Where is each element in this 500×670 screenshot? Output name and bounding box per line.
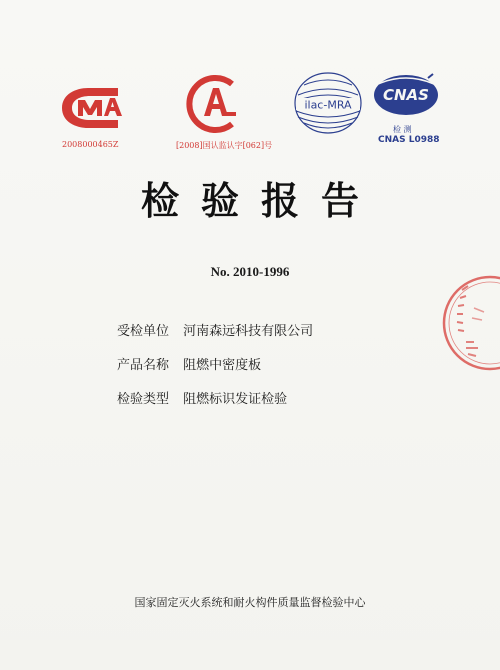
svg-text:ilac-MRA: ilac-MRA (304, 98, 352, 112)
field-value: 河南森远科技有限公司 (183, 324, 314, 339)
cal-icon (182, 72, 246, 136)
issuing-organization: 国家固定灭火系统和耐火构件质量监督检验中心 (134, 596, 366, 609)
field-label: 检验类型 (117, 392, 170, 407)
field-value: 阻燃标识发证检验 (183, 392, 288, 407)
field-label: 产品名称 (117, 358, 170, 373)
official-seal-icon (432, 268, 500, 382)
cal-code: [2008]国认监认字[062]号 (176, 141, 273, 150)
field-product-name (117, 354, 313, 388)
cma-code: 2008000465Z (62, 140, 119, 149)
cnas-sub-label: 检 测 (393, 125, 412, 134)
certification-logos (0, 0, 500, 160)
ilac-mra-icon (292, 70, 364, 136)
field-label: 受检单位 (117, 324, 170, 339)
cnas-icon (370, 70, 442, 126)
field-value: 阻燃中密度板 (183, 358, 262, 373)
svg-text:CNAS: CNAS (383, 86, 429, 104)
report-title: 检验报告 (140, 179, 381, 223)
field-inspection-type (117, 388, 313, 422)
report-fields (117, 320, 313, 422)
cma-icon (52, 82, 128, 134)
field-inspected-unit (117, 320, 313, 354)
cnas-code: CNAS L0988 (378, 135, 440, 145)
report-number: No. 2010-1996 (210, 264, 290, 279)
